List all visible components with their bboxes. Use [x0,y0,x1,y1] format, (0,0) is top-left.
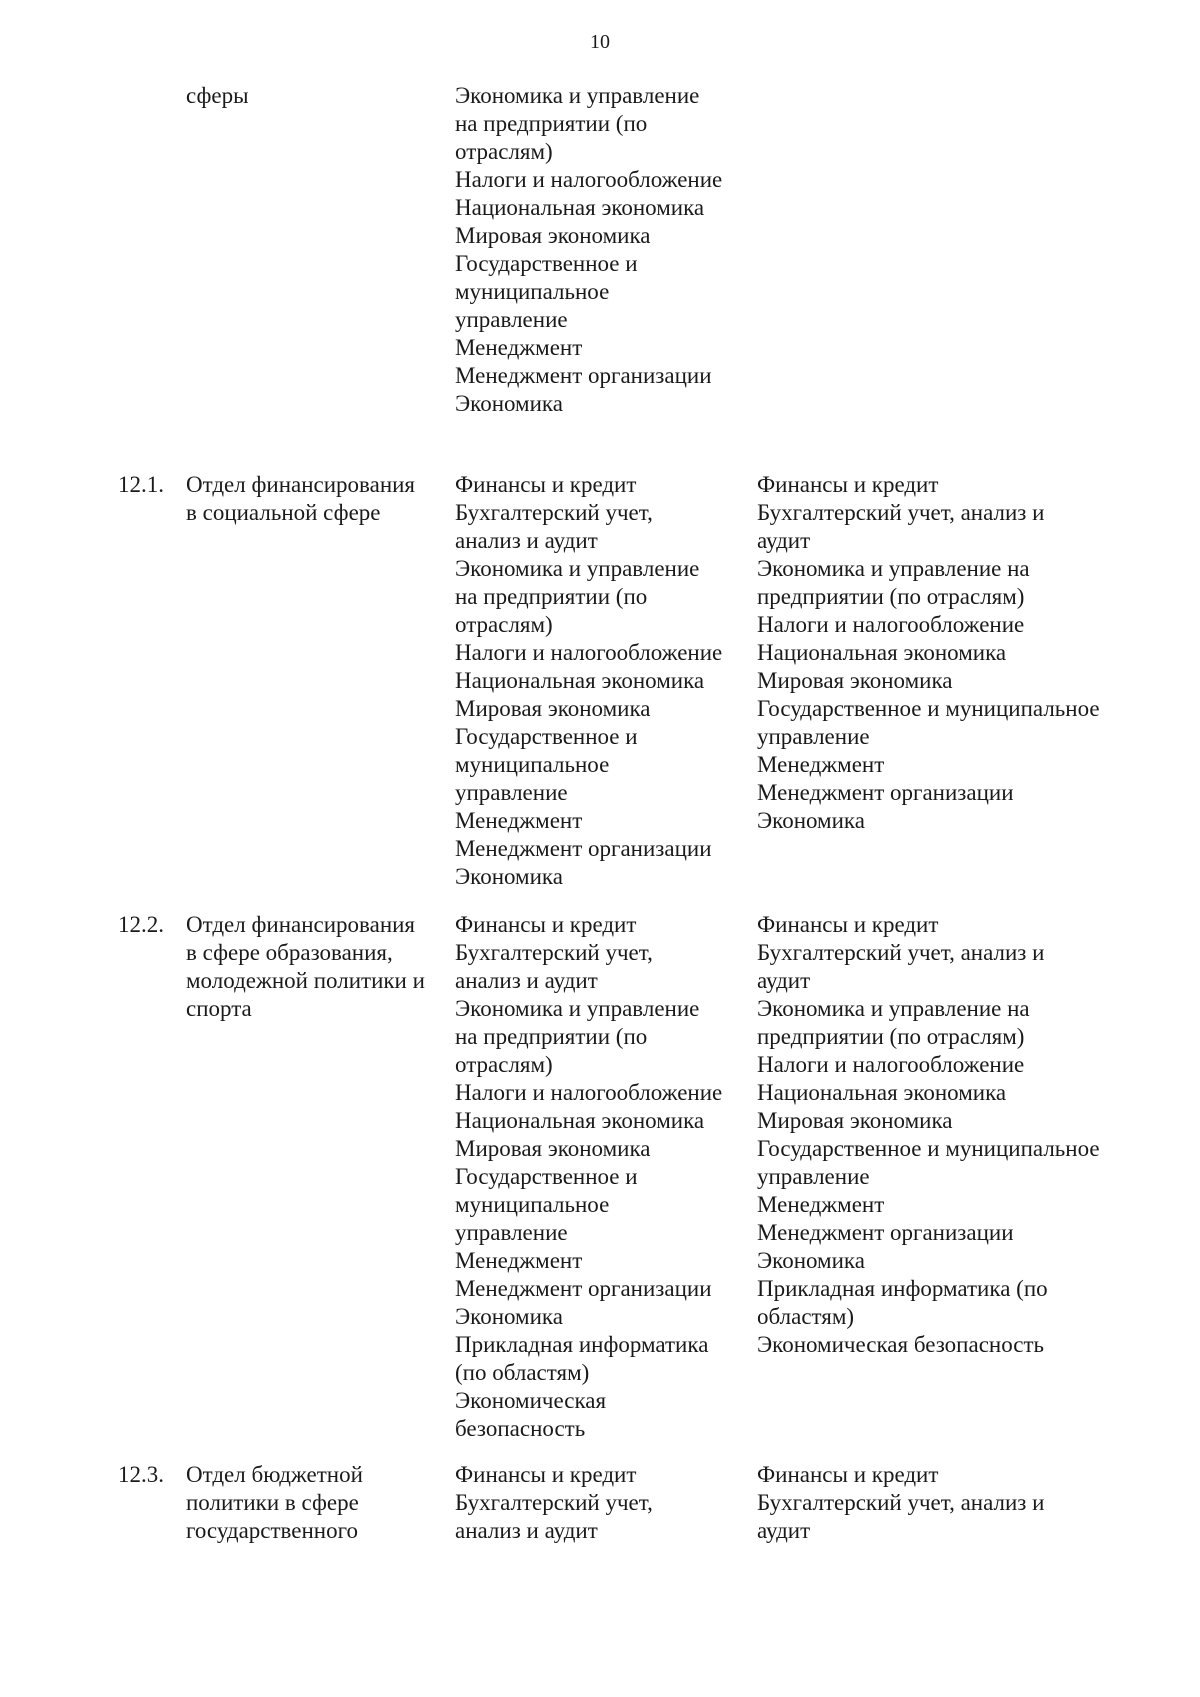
specialty-item: Экономика [757,808,865,833]
specialty-item: Экономика [455,864,563,889]
specialty-item: Государственное и [455,724,638,749]
department-name-line: в социальной сфере [186,500,381,525]
specialties-column-1 [455,1461,755,1545]
department-name-line: Отдел бюджетной [186,1462,363,1487]
specialty-item: на предприятии (по [455,111,648,136]
specialty-item: предприятии (по отраслям) [757,1024,1025,1049]
specialty-item: Бухгалтерский учет, анализ и [757,1490,1045,1515]
page-number: 10 [590,31,610,53]
department-name-line: спорта [186,996,252,1021]
specialty-item: Государственное и [455,1164,638,1189]
specialty-item: Мировая экономика [455,223,651,248]
specialty-item: Прикладная информатика (по [757,1276,1048,1301]
specialties-column-1 [455,82,755,418]
specialty-item: управление [455,307,568,332]
specialty-item: Налоги и налогообложение [757,1052,1025,1077]
specialty-item: Национальная экономика [455,1108,705,1133]
specialty-item: Менеджмент [757,752,885,777]
specialty-item: отраслям) [455,139,553,164]
specialty-item: Менеджмент организации [757,780,1014,805]
specialty-item: Национальная экономика [757,1080,1007,1105]
specialty-item: Менеджмент [757,1192,885,1217]
specialty-item: Экономика и управление [455,83,700,108]
specialty-item: Национальная экономика [757,640,1007,665]
department-name-line: Отдел финансирования [186,912,416,937]
specialty-item: безопасность [455,1416,586,1441]
department-name-line: в сфере образования, [186,940,393,965]
department-name [186,471,446,527]
specialty-item: Финансы и кредит [757,1462,939,1487]
department-name-line: Отдел финансирования [186,472,416,497]
specialty-item: Мировая экономика [757,668,953,693]
department-name [186,1461,446,1545]
department-name-line: сферы [186,83,249,108]
specialty-item: Экономика [455,391,563,416]
specialty-item: аудит [757,968,811,993]
specialty-item: на предприятии (по [455,1024,648,1049]
specialty-item: Экономика [757,1248,865,1273]
department-name [186,82,446,110]
specialty-item: Финансы и кредит [757,472,939,497]
specialties-column-2 [757,471,1157,835]
row-number: 12.1. [118,472,164,497]
row-number: 12.2. [118,912,164,937]
specialty-item: Бухгалтерский учет, анализ и [757,500,1045,525]
specialty-item: Налоги и налогообложение [757,612,1025,637]
specialty-item: Бухгалтерский учет, [455,1490,653,1515]
specialty-item: Менеджмент организации [455,1276,712,1301]
specialty-item: Менеджмент организации [455,363,712,388]
specialties-column-2 [757,911,1157,1359]
specialty-item: Финансы и кредит [757,912,939,937]
specialty-item: управление [757,1164,870,1189]
specialty-item: Финансы и кредит [455,912,637,937]
specialty-item: Мировая экономика [757,1108,953,1133]
department-name-line: государственного [186,1518,358,1543]
specialty-item: Государственное и [455,251,638,276]
specialty-item: Менеджмент организации [455,836,712,861]
specialty-item: Мировая экономика [455,696,651,721]
specialties-column-1 [455,911,755,1443]
specialty-item: предприятии (по отраслям) [757,584,1025,609]
specialty-item: анализ и аудит [455,1518,598,1543]
row-number: 12.3. [118,1462,164,1487]
specialty-item: на предприятии (по [455,584,648,609]
specialty-item: аудит [757,528,811,553]
specialty-item: Экономика и управление [455,556,700,581]
specialty-item: Бухгалтерский учет, анализ и [757,940,1045,965]
specialty-item: Государственное и муниципальное [757,696,1100,721]
specialty-item: Прикладная информатика [455,1332,709,1357]
specialty-item: управление [455,780,568,805]
specialty-item: Экономика [455,1304,563,1329]
specialty-item: областям) [757,1304,855,1329]
specialty-item: Финансы и кредит [455,1462,637,1487]
specialty-item: Национальная экономика [455,668,705,693]
specialty-item: Менеджмент [455,1248,583,1273]
specialty-item: Налоги и налогообложение [455,1080,723,1105]
specialty-item: Национальная экономика [455,195,705,220]
specialty-item: Экономика и управление [455,996,700,1021]
specialty-item: Экономика и управление на [757,996,1030,1021]
specialty-item: Государственное и муниципальное [757,1136,1100,1161]
specialty-item: Менеджмент [455,808,583,833]
specialty-item: анализ и аудит [455,528,598,553]
specialty-item: Менеджмент [455,335,583,360]
department-name-line: политики в сфере [186,1490,359,1515]
specialty-item: Экономическая безопасность [757,1332,1045,1357]
specialty-item: Налоги и налогообложение [455,640,723,665]
specialty-item: Бухгалтерский учет, [455,940,653,965]
department-name [186,911,446,1023]
specialty-item: управление [757,724,870,749]
specialty-item: Финансы и кредит [455,472,637,497]
specialty-item: отраслям) [455,612,553,637]
specialty-item: Экономическая [455,1388,607,1413]
specialty-item: управление [455,1220,568,1245]
specialty-item: отраслям) [455,1052,553,1077]
specialties-column-2 [757,1461,1157,1545]
specialty-item: (по областям) [455,1360,590,1385]
specialty-item: анализ и аудит [455,968,598,993]
specialty-item: Бухгалтерский учет, [455,500,653,525]
specialty-item: Экономика и управление на [757,556,1030,581]
specialty-item: Менеджмент организации [757,1220,1014,1245]
specialty-item: аудит [757,1518,811,1543]
specialty-item: Мировая экономика [455,1136,651,1161]
specialty-item: муниципальное [455,752,610,777]
specialty-item: муниципальное [455,1192,610,1217]
specialties-column-1 [455,471,755,891]
specialty-item: Налоги и налогообложение [455,167,723,192]
department-name-line: молодежной политики и [186,968,425,993]
specialty-item: муниципальное [455,279,610,304]
